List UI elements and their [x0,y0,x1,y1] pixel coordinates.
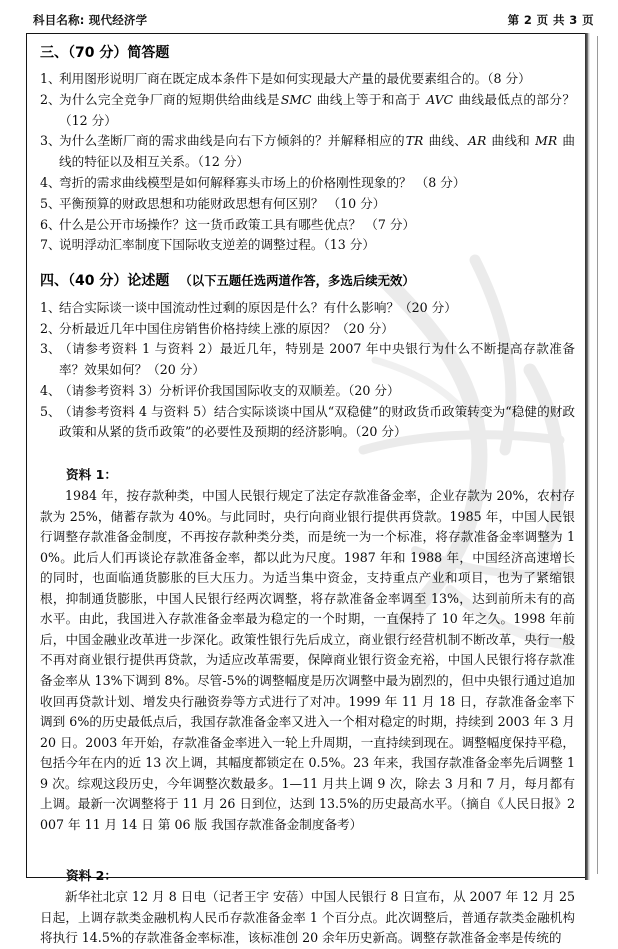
math-term-tr: TR [405,133,424,149]
question-marker: 4、 [40,174,61,190]
page-header [33,12,594,30]
material-block-1 [40,464,575,835]
question-text-post: 曲线的特征以及相互关系。（12 分） [59,133,575,169]
question-marker: 4、 [40,382,61,398]
subject-name: 科目名称: 现代经济学 [33,13,148,27]
question-item [40,402,575,443]
question-marker: 7、 [40,237,61,253]
question-list-4 [40,298,575,443]
question-text: （请参考资料 3）分析评价我国国际收支的双顺差。（20 分） [59,382,400,398]
math-term-avc: AVC [426,92,454,108]
page-indicator: 第 2 页 共 3 页 [507,13,594,27]
material-block-2 [40,865,575,949]
question-item [40,173,575,193]
material-1-title: 资料 1： [66,467,117,483]
math-term-ar: AR [468,133,487,149]
section-block-3 [40,43,575,256]
scan-edge-line [597,36,598,874]
question-text: 分析最近几年中国住房销售价格持续上涨的原因？（20 分） [59,320,394,336]
question-text-mid: 曲线、 [424,133,468,149]
question-marker: 6、 [40,216,61,232]
question-marker: 5、 [40,195,61,211]
question-item [40,215,575,235]
question-marker: 3、 [40,341,61,357]
question-marker: 2、 [40,92,61,108]
section-heading-4-note: （以下五题任选两道作答，多选后续无效） [179,273,415,289]
material-1-body: 1984 年，按存款种类，中国人民银行规定了法定存款准备金率，企业存款为 20%，农村存款为 25%，储蓄存款为 40%。与此同时，央行向商业银行提供再贷款。1985 年，中国人民银行调整存款准备金制度，不再按存款种类分类，而是统一为一个标准，将存款准备金率调整为 10%。此后人们再谈论存款准备金率，都以此为尺度。1987 年和 1988 年，中国经济高速增长的同时，也面临通货膨胀的巨大压力。为适当集中资金，支持重点产业和项目，也为了紧缩银根，抑制通货膨胀，中国人民银行经两次调整，将存款准备金率调至 13%，达到前所未有的高水平。由此，我国进入存款准备金率最为稳定的一个时期，一直保持了 10 年之久。1998 年前后，中国金融业改革进一步深化。政策性银行先后成立，商业银行经营机制不断改革，央行一般不再对商业银行提供再贷款，为适应改革需要，保障商业银行资金充裕，中国人民银行将存款准备金率从 13%下调到 8%。尽管-5%的调整幅度是历次调整中最为剧烈的，但中央银行通过追加收回再贷款计划、增发央行融资券等方式进行了对冲。1999 年 11 月 18 日，存款准备金率下调到 6%的历史最低点后，我国存款准备金率又进入一个相对稳定的时期，持续到 2003 年 3 月 20 日。2003 年开始，存款准备金率进入一轮上升周期，一直持续到现在。调整幅度保持平稳，包括今年在内的近 13 次上调，其幅度都锁定在 0.5%。23 年来，我国存款准备金率先后调整 19 次。综观这段历史，今年调整次数最多。1—11 月共上调 9 次，除去 3 月和 7 月，每月都有上调。最新一次调整将于 11 月 26 日到位，达到 13.5%的历史最高水平。（摘自《人民日报》2007 年 11 月 14 日 第 06 版 我国存款准备金制度备考） [40,488,575,832]
question-marker: 3、 [40,133,61,149]
question-list-3 [40,69,575,256]
question-marker: 1、 [40,299,61,315]
question-item [40,298,575,318]
question-text-post: 曲线最低点的部分？（12 分） [59,92,575,128]
section-block-4 [40,271,575,442]
question-text: （请参考资料 1 与资料 2）最近几年，特别是 2007 年中央银行为什么不断提高存款准备率？效果如何？（20 分） [59,341,575,377]
question-text: （请参考资料 4 与资料 5）结合实际谈谈中国从“双稳健”的财政货币政策转变为“稳健的财政政策和从紧的货币政策”的必要性及预期的经济影响。（20 分） [59,403,575,439]
question-text: 利用图形说明厂商在既定成本条件下是如何实现最大产量的最优要素组合的。（8 分） [59,71,531,87]
question-item [40,69,575,89]
section-heading-4-text: 四、（40 分）论述题 [40,273,170,290]
question-item [40,339,575,380]
question-item [40,319,575,339]
question-text-mid: 曲线上等于和高于 [312,92,426,108]
question-text: 说明浮动汇率制度下国际收支逆差的调整过程。（13 分） [59,237,375,253]
material-2-body: 新华社北京 12 月 8 日电（记者王宇 安蓓）中国人民银行 8 日宣布，从 2007 年 12 月 25 日起，上调存款类金融机构人民币存款准备金率 1 个百分点。此次调整后，普通存款类金融机构将执行 14.5%的存款准备金率标准，该标准创 20 余年历史新高。调整存款准备金率是传统的 [40,889,575,946]
question-marker: 1、 [40,71,61,87]
section-heading-3 [40,43,575,63]
material-2-title: 资料 2： [66,868,117,884]
question-item [40,235,575,255]
question-text-mid2: 曲线和 [487,133,535,149]
question-item [40,131,575,172]
question-item [40,381,575,401]
question-marker: 5、 [40,403,61,419]
math-term-smc: SMC [280,92,312,108]
question-text: 弯折的需求曲线模型是如何解释寡头市场上的价格刚性现象的？ （8 分） [59,174,466,190]
question-text: 为什么完全竞争厂商的短期供给曲线是 [59,92,280,108]
section-heading-3-text: 三、（70 分）简答题 [40,45,170,61]
question-item [40,194,575,214]
question-text: 平衡预算的财政思想和功能财政思想有何区别？ （10 分） [59,195,386,211]
math-term-mr: MR [535,133,558,149]
question-text: 结合实际谈一谈中国流动性过剩的原因是什么？有什么影响？（20 分） [59,299,457,315]
question-text: 为什么垄断厂商的需求曲线是向右下方倾斜的？并解释相应的 [59,133,405,149]
exam-content-box [26,33,589,946]
section-spacer [40,256,575,271]
question-text: 什么是公开市场操作？这一货币政策工具有哪些优点？ （7 分） [59,216,416,232]
section-heading-4 [40,271,575,291]
question-item [40,90,575,131]
question-marker: 2、 [40,320,61,336]
